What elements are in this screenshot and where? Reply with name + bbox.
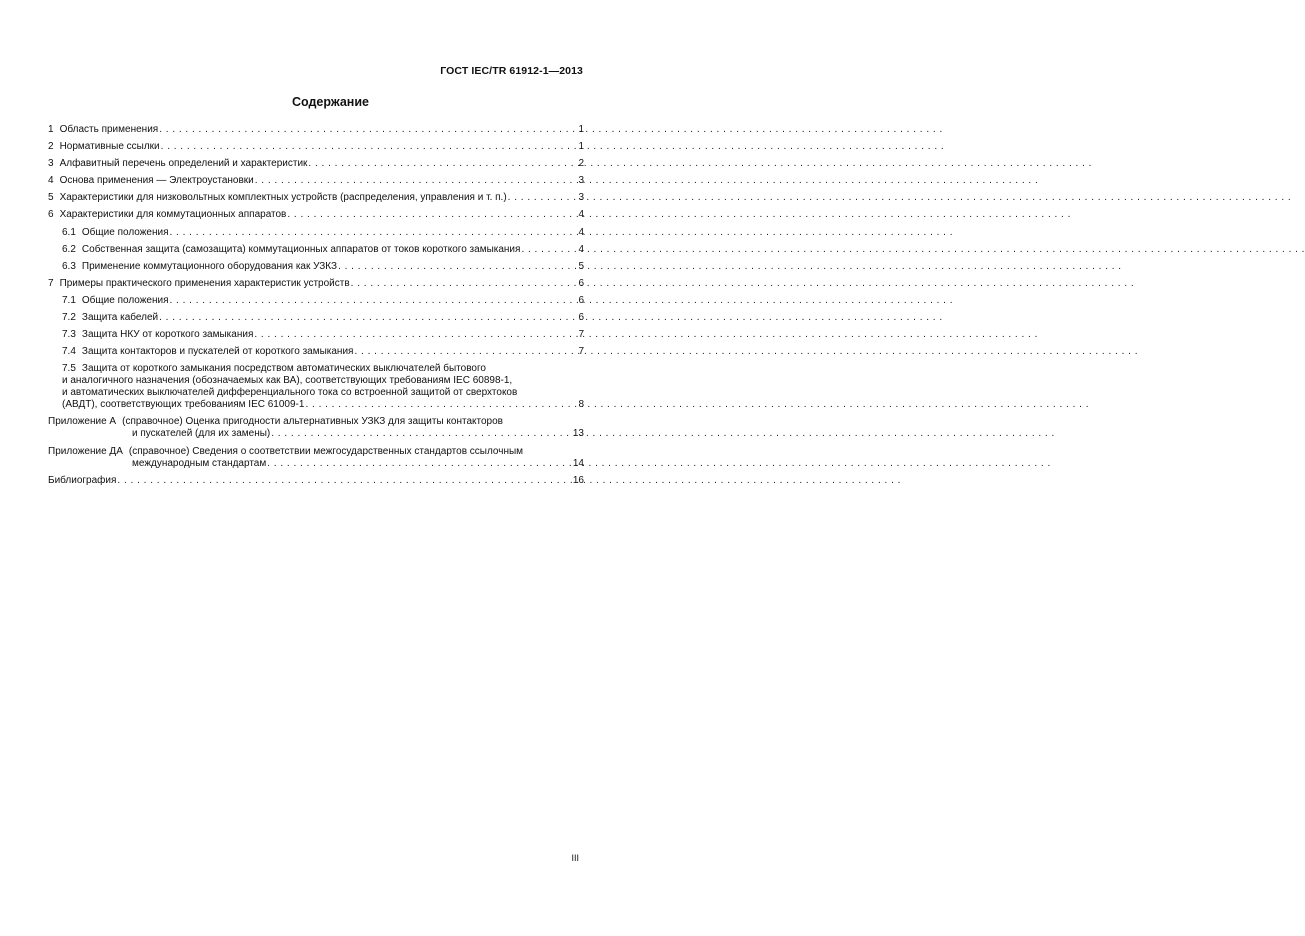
toc-leader-dots — [158, 124, 578, 136]
toc-entry[interactable] — [48, 124, 584, 136]
toc-entry-title: Применение коммутационного оборудования как УЗКЗ — [81, 260, 338, 272]
toc-entry-title-line: международным стандартам — [132, 457, 267, 469]
toc-entry-page: 6 — [578, 294, 584, 306]
toc-entry[interactable] — [62, 261, 584, 273]
toc-leader-dots — [520, 244, 578, 256]
toc-entry-page: 4 — [578, 243, 584, 255]
toc-entry-title-line: и автоматических выключателей дифференциального тока со встроенной защитой от сверхтоков — [62, 387, 518, 399]
toc-leader-dots — [158, 312, 578, 324]
toc-entry-title: Алфавитный перечень определений и характеристик — [59, 158, 308, 170]
toc-entry-title: Общие положения — [81, 294, 169, 306]
toc-entry-number: Приложение ДА — [48, 445, 123, 457]
toc-entry-number: 7.5 — [62, 363, 76, 375]
toc-leader-dots — [254, 175, 579, 187]
toc-entry-number: 5 — [48, 192, 54, 204]
toc-entry-page: 2 — [578, 158, 584, 170]
toc-leader-dots — [307, 158, 578, 170]
toc-leader-dots — [169, 227, 579, 239]
toc-entry-title: Общие положения — [81, 226, 169, 238]
toc-leader-dots — [507, 192, 579, 204]
toc-entry-page: 6 — [578, 277, 584, 289]
toc-entry[interactable] — [48, 446, 584, 470]
toc-entry-title: Защита контакторов и пускателей от короткого замыкания — [81, 346, 354, 358]
toc-entry[interactable] — [48, 209, 584, 221]
toc-entry-title: Характеристики для низковольтных комплектных устройств (распределения, управления и т. п.) — [59, 192, 507, 204]
toc-entry[interactable] — [48, 141, 584, 153]
toc-entry-title: Примеры практического применения характеристик устройств — [59, 277, 350, 289]
toc-entry[interactable] — [62, 227, 584, 239]
toc-entry[interactable] — [48, 475, 584, 487]
toc-leader-dots — [304, 399, 578, 411]
toc-entry[interactable] — [62, 295, 584, 307]
toc-entry[interactable] — [48, 192, 584, 204]
toc-entry-page: 3 — [578, 175, 584, 187]
toc-entry-page: 1 — [578, 124, 584, 135]
toc-entry-number: 6 — [48, 209, 54, 221]
toc-entry[interactable] — [62, 312, 584, 324]
toc-entry-page: 1 — [578, 141, 584, 153]
toc-entry-page: 8 — [578, 399, 584, 411]
toc-leader-dots — [116, 475, 572, 487]
table-of-contents — [48, 124, 584, 492]
toc-leader-dots — [270, 428, 573, 440]
toc-leader-dots — [350, 278, 579, 290]
toc-entry-page: 14 — [572, 457, 584, 469]
document-code: ГОСТ IEC/TR 61912-1—2013 — [440, 65, 583, 77]
toc-entry-page: 4 — [578, 226, 584, 238]
toc-entry-number: 7.2 — [62, 312, 76, 324]
toc-entry-title: Библиография — [48, 474, 117, 486]
toc-entry-title: Нормативные ссылки — [59, 141, 160, 153]
toc-entry-number: 3 — [48, 158, 54, 170]
toc-entry[interactable] — [62, 329, 584, 341]
toc-entry-page: 3 — [578, 192, 584, 204]
toc-entry[interactable] — [48, 278, 584, 290]
toc-entry-number: 4 — [48, 175, 54, 187]
toc-entry-number: 6.1 — [62, 226, 76, 238]
toc-leader-dots — [353, 346, 578, 358]
toc-entry-title: Характеристики для коммутационных аппаратов — [59, 209, 287, 221]
toc-leader-dots — [160, 141, 579, 153]
toc-entry-number: 2 — [48, 141, 54, 153]
toc-entry-page: 5 — [578, 260, 584, 272]
toc-entry[interactable] — [62, 346, 584, 358]
page-number: III — [571, 853, 579, 863]
toc-entry-number: 7.3 — [62, 329, 76, 341]
toc-entry[interactable] — [48, 416, 584, 440]
toc-entry-page: 7 — [578, 346, 584, 358]
toc-entry-title-line: (справочное) Сведения о соответствии межгосударственных стандартов ссылочным — [128, 445, 524, 457]
toc-entry-title: Область применения — [59, 124, 159, 135]
toc-entry-number: 6.2 — [62, 243, 76, 255]
toc-entry[interactable] — [48, 175, 584, 187]
toc-entry[interactable] — [48, 158, 584, 170]
toc-title: Содержание — [291, 95, 369, 109]
toc-leader-dots — [169, 295, 579, 307]
toc-entry-number: 6.3 — [62, 260, 76, 272]
toc-entry-page: 4 — [578, 209, 584, 221]
toc-leader-dots — [253, 329, 578, 341]
toc-entry[interactable] — [62, 363, 584, 411]
toc-entry-page: 16 — [572, 474, 584, 486]
toc-entry[interactable] — [62, 244, 584, 256]
toc-entry-title-line: и аналогичного назначения (обозначаемых как ВА), соответствующих требованиям IEC 60898-1, — [62, 375, 513, 387]
toc-leader-dots — [337, 261, 578, 273]
toc-leader-dots — [286, 209, 578, 221]
toc-entry-page: 7 — [578, 329, 584, 341]
toc-entry-page: 6 — [578, 312, 584, 324]
toc-entry-title-line: и пускателей (для их замены) — [132, 428, 271, 440]
toc-entry-number: 7 — [48, 277, 54, 289]
toc-leader-dots — [266, 458, 573, 470]
toc-entry-number: 1 — [48, 124, 54, 135]
toc-entry-title: Собственная защита (самозащита) коммутационных аппаратов от токов короткого замыкания — [81, 243, 521, 255]
toc-entry-number: Приложение А — [48, 416, 117, 428]
toc-entry-title: Защита НКУ от короткого замыкания — [81, 329, 254, 341]
toc-entry-title: Защита кабелей — [81, 312, 159, 324]
toc-entry-page: 13 — [572, 428, 584, 440]
toc-entry-title-line: (АВДТ), соответствующих требованиям IEC 61009-1 — [62, 399, 305, 411]
toc-entry-title: Основа применения — Электроустановки — [59, 175, 254, 187]
toc-entry-title-line: (справочное) Оценка пригодности альтернативных УЗКЗ для защиты контакторов — [122, 416, 503, 428]
toc-entry-number: 7.4 — [62, 346, 76, 358]
toc-entry-number: 7.1 — [62, 294, 76, 306]
toc-entry-title-line: Защита от короткого замыкания посредством автоматических выключателей бытового — [81, 363, 486, 375]
